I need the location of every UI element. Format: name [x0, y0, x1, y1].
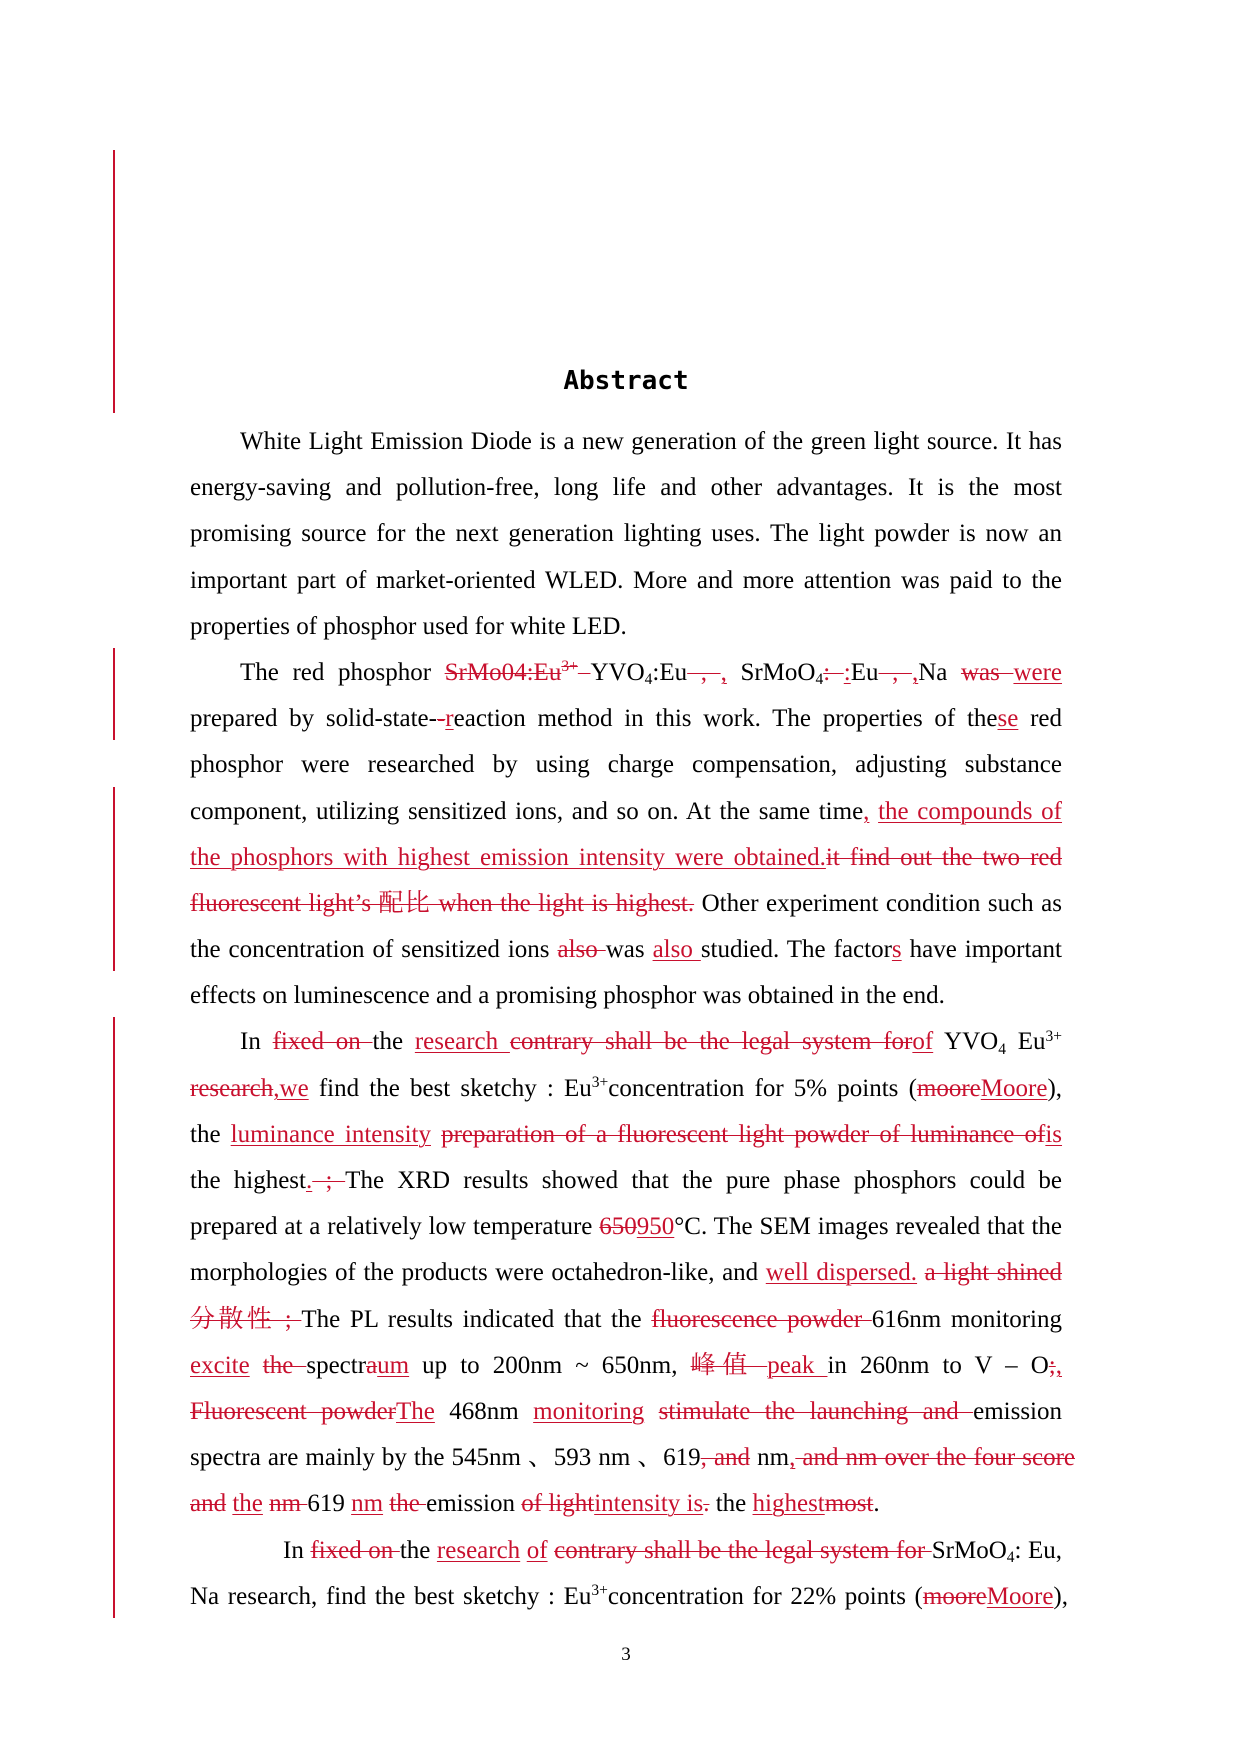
- inserted-text: research: [436, 1536, 521, 1564]
- inserted-text: ,: [863, 797, 870, 825]
- inserted-text: s: [891, 936, 902, 964]
- paragraph: [190, 1528, 1068, 1620]
- inserted-text: of: [526, 1536, 548, 1564]
- text-run: [644, 1398, 658, 1425]
- inserted-text: well dispersed.: [765, 1259, 918, 1287]
- inserted-text: the compounds of: [878, 797, 1063, 825]
- deleted-text: ;: [1048, 1351, 1056, 1379]
- deleted-text: 分散性 ;: [190, 1305, 302, 1333]
- inserted-text: luminance intensity: [230, 1120, 431, 1148]
- text-run: prepared by solid-state-: [190, 705, 437, 733]
- inserted-text: is: [1045, 1120, 1063, 1148]
- deleted-text: 峰值: [690, 1351, 768, 1379]
- deleted-text: ,: [878, 658, 912, 686]
- inserted-text: 950: [636, 1213, 675, 1241]
- text-line: [190, 696, 1062, 742]
- paragraph: [190, 650, 1062, 1020]
- text-line: [190, 1297, 1062, 1343]
- text-run: ),: [1053, 1582, 1068, 1610]
- inserted-text: monitoring: [533, 1397, 645, 1425]
- change-bar: [113, 787, 115, 971]
- text-run: Eu: [850, 658, 879, 686]
- deleted-superscript: 3+: [561, 658, 578, 676]
- inserted-text: :: [843, 658, 851, 686]
- deleted-text: fixed on: [310, 1536, 400, 1564]
- text-run: important part of market-oriented WLED. More and more attention was paid to the: [190, 566, 1062, 594]
- text-run: phosphor were researched by using charge compensation, adjusting substance: [190, 751, 1062, 779]
- inserted-text: The: [396, 1397, 435, 1425]
- text-run: find the best sketchy : Eu: [308, 1074, 592, 1102]
- text-run: the: [399, 1536, 437, 1564]
- text-line: [190, 1204, 1062, 1250]
- text-line: [190, 650, 1062, 696]
- inserted-text: excite: [190, 1351, 250, 1379]
- inserted-text: were: [1013, 658, 1063, 686]
- deleted-text: moore: [922, 1582, 987, 1610]
- text-run: [869, 798, 878, 825]
- subscript: 4: [1006, 1548, 1015, 1566]
- deleted-text: the: [389, 1490, 427, 1518]
- text-run: Na: [918, 658, 961, 686]
- inserted-text: se: [997, 705, 1019, 733]
- text-run: YVO: [590, 658, 645, 686]
- text-line: [190, 835, 1062, 881]
- text-run: Other experiment condition such as: [694, 889, 1062, 917]
- text-line: [190, 558, 1062, 604]
- text-run: Eu: [1005, 1028, 1046, 1056]
- text-run: the concentration of sensitized ions: [190, 936, 558, 964]
- text-line: [190, 1574, 1068, 1620]
- text-line: [190, 1389, 1062, 1435]
- inserted-text: also: [652, 936, 701, 964]
- text-run: White Light Emission Diode is a new generation of the green light source. It has: [240, 428, 1062, 455]
- paragraph: [190, 1019, 1075, 1527]
- deleted-text: contrary shall be the legal system for: [554, 1536, 932, 1564]
- text-run: the: [709, 1490, 753, 1518]
- deleted-text: , and: [700, 1444, 751, 1472]
- text-run: :Eu: [652, 658, 688, 686]
- text-run: SrMoO: [726, 658, 816, 686]
- inserted-text: highest: [752, 1490, 825, 1518]
- text-line: [190, 881, 1062, 927]
- text-line: [190, 1019, 1062, 1065]
- text-run: spectra are mainly by the 545nm 、593 nm 、619: [190, 1444, 701, 1472]
- inserted-text: ,we: [273, 1074, 309, 1102]
- inserted-text: ,: [911, 658, 919, 686]
- text-run: energy-saving and pollution-free, long life and other advantages. It is the most: [190, 474, 1062, 502]
- text-line: [190, 1481, 1062, 1527]
- text-run: was: [605, 936, 653, 964]
- text-run: 619: [307, 1490, 352, 1518]
- deleted-text: -: [436, 705, 446, 733]
- deleted-text: the: [262, 1351, 307, 1379]
- deleted-text: :: [823, 658, 844, 686]
- change-bar: [113, 648, 115, 740]
- text-line: [190, 604, 1062, 650]
- text-run: Na research, find the best sketchy : Eu: [190, 1582, 592, 1610]
- deleted-text: nm: [269, 1490, 308, 1518]
- text-line: [190, 1158, 1062, 1204]
- text-line: [190, 1435, 1075, 1481]
- text-run: component, utilizing sensitized ions, and so on. At the same time: [190, 797, 864, 825]
- inserted-text: research: [414, 1028, 510, 1056]
- change-bar: [113, 1017, 115, 1618]
- text-run: the highest: [190, 1167, 306, 1194]
- superscript: 3+: [591, 1074, 609, 1092]
- text-run: the: [190, 1120, 231, 1148]
- text-line: [190, 1112, 1062, 1158]
- text-run: emission: [973, 1397, 1063, 1425]
- deleted-text: [578, 659, 591, 686]
- text-run: 468nm: [434, 1397, 534, 1425]
- text-run: °C. The SEM images revealed that the: [674, 1213, 1062, 1241]
- text-run: promising source for the next generation lighting uses. The light powder is now an: [190, 520, 1062, 548]
- text-run: studied. The factor: [700, 936, 892, 964]
- deleted-text: moore: [916, 1074, 981, 1102]
- inserted-text: .: [305, 1167, 313, 1194]
- subscript: 4: [998, 1040, 1006, 1058]
- deleted-text: ,: [687, 658, 721, 686]
- superscript: 3+: [1045, 1027, 1063, 1045]
- deleted-text: SrMo04:Eu: [444, 658, 562, 686]
- deleted-text: of light: [521, 1490, 595, 1518]
- text-line: [190, 973, 1062, 1019]
- text-run: SrMoO: [931, 1536, 1007, 1564]
- deleted-text: it find out the two red: [825, 843, 1062, 871]
- text-run: the: [372, 1028, 415, 1056]
- deleted-text: most: [824, 1490, 874, 1518]
- text-line: [190, 1066, 1062, 1112]
- abstract-title: Abstract: [563, 366, 689, 396]
- text-run: concentration for 5% points (: [608, 1074, 917, 1102]
- deleted-text: fixed on: [272, 1028, 373, 1056]
- text-run: emission: [426, 1490, 522, 1518]
- inserted-text: ,: [789, 1444, 796, 1472]
- deleted-text: ;: [312, 1167, 346, 1194]
- text-run: [917, 1259, 925, 1286]
- text-run: prepared at a relatively low temperature: [190, 1213, 600, 1241]
- deleted-text: 650: [599, 1213, 637, 1241]
- deleted-text: a light shined: [924, 1259, 1062, 1287]
- deleted-text: .: [703, 1490, 710, 1518]
- page-number: 3: [621, 1644, 631, 1665]
- text-run: [431, 1121, 441, 1148]
- text-run: effects on luminescence and a promising phosphor was obtained in the end.: [190, 982, 945, 1010]
- deleted-text: research: [190, 1074, 274, 1102]
- text-line: [190, 742, 1062, 788]
- inserted-text: of: [912, 1028, 934, 1056]
- inserted-text: Moore: [986, 1582, 1054, 1610]
- deleted-text: also: [557, 936, 606, 964]
- inserted-text: peak: [767, 1351, 828, 1379]
- deleted-text: a: [366, 1351, 378, 1379]
- text-run: : Eu,: [1014, 1536, 1063, 1564]
- text-run: concentration for 22% points (: [607, 1582, 923, 1610]
- text-run: properties of phosphor used for white LED.: [190, 612, 627, 640]
- text-run: eaction method in this work. The properties of the: [453, 705, 998, 733]
- inserted-text: r: [445, 705, 454, 733]
- inserted-text: the: [232, 1490, 263, 1518]
- text-run: nm: [750, 1444, 790, 1472]
- text-line: [190, 419, 1062, 465]
- text-run: in 260nm to V – O: [827, 1351, 1049, 1379]
- inserted-text: ,: [1055, 1351, 1062, 1379]
- inserted-text: um: [377, 1351, 410, 1379]
- inserted-text: the phosphors with highest emission intensity were obtained.: [190, 843, 826, 871]
- superscript: 3+: [591, 1582, 608, 1600]
- text-run: The red phosphor: [240, 658, 445, 686]
- inserted-text: nm: [351, 1490, 384, 1518]
- text-run: .: [873, 1490, 880, 1518]
- text-run: In: [283, 1536, 311, 1564]
- subscript: 4: [644, 671, 653, 689]
- deleted-text: preparation of a fluorescent light powder of luminance of: [441, 1120, 1046, 1148]
- text-line: [190, 1250, 1062, 1296]
- text-line: [190, 465, 1062, 511]
- text-run: spectr: [306, 1351, 367, 1379]
- text-run: YVO: [933, 1028, 999, 1056]
- change-bar: [113, 150, 115, 413]
- subscript: 4: [815, 671, 824, 689]
- text-line: [190, 1528, 1062, 1574]
- abstract-body: [190, 419, 1075, 1620]
- text-line: [190, 511, 1062, 557]
- deleted-text: fluorescence powder: [651, 1305, 872, 1333]
- text-run: up to 200nm ~ 650nm,: [409, 1351, 691, 1379]
- deleted-text: and: [190, 1490, 227, 1518]
- text-run: In: [240, 1028, 273, 1056]
- deleted-text: stimulate the launching and: [658, 1397, 974, 1425]
- inserted-text: intensity is: [594, 1490, 704, 1518]
- inserted-text: ,: [720, 658, 727, 686]
- deleted-text: and nm over the four score: [795, 1444, 1075, 1472]
- text-line: [190, 927, 1062, 973]
- paragraph: [190, 419, 1062, 650]
- text-run: morphologies of the products were octahedron-like, and: [190, 1259, 766, 1287]
- deleted-text: contrary shall be the legal system for: [509, 1028, 913, 1056]
- text-run: The PL results indicated that the: [301, 1305, 652, 1333]
- inserted-text: Moore: [980, 1074, 1048, 1102]
- text-line: [190, 789, 1062, 835]
- text-run: The XRD results showed that the pure phase phosphors could be: [345, 1167, 1062, 1194]
- text-run: 616nm monitoring: [871, 1305, 1062, 1333]
- text-run: [250, 1352, 263, 1379]
- text-run: red: [1018, 705, 1062, 733]
- text-run: have important: [901, 936, 1062, 964]
- text-run: ),: [1047, 1074, 1063, 1102]
- deleted-text: Fluorescent powder: [190, 1397, 397, 1425]
- deleted-text: was: [960, 658, 1014, 686]
- text-line: [190, 1343, 1062, 1389]
- deleted-text: fluorescent light’s 配比 when the light is highest.: [190, 889, 695, 917]
